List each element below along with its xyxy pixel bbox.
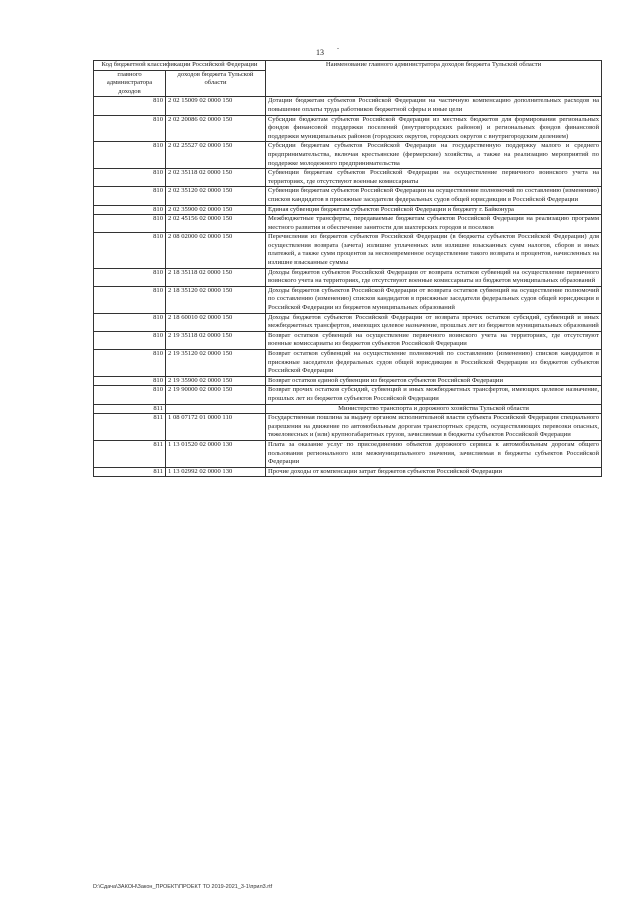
admin-code-cell: 811 (94, 467, 166, 477)
table-row (94, 205, 602, 215)
table-row (94, 350, 602, 377)
description-cell: Дотации бюджетам субъектов Российской Федерации на частичную компенсацию дополнительных расходов на повышение оплаты труда работников бюджетной сферы и иные цели (266, 97, 602, 115)
description-cell: Возврат остатков субвенций на осуществление первичного воинского учета на территориях, где отсутствуют военные комиссариаты из бюджетов субъектов Российской Федерации (266, 331, 602, 349)
ministry-name-cell: Министерство транспорта и дорожного хозяйства Тульской области (266, 404, 602, 414)
description-cell: Субсидии бюджетам субъектов Российской Федерации из местных бюджетов для формирования региональных фондов финансовой поддержки поселений (внутригородских районов) и региональных фондов финансовой поддержки муниципальных районов (городских округов, городских округов с внутригородским делением) (266, 115, 602, 142)
budget-classification-table (93, 60, 602, 477)
admin-code-cell: 810 (94, 376, 166, 386)
admin-code-cell: 810 (94, 169, 166, 187)
admin-code-cell: 810 (94, 286, 166, 313)
description-cell: Межбюджетные трансферты, передаваемые бюджетам субъектов Российской Федерации на реализацию программ местного развития и обеспечение занятости для шахтерских городов и поселков (266, 215, 602, 233)
revenue-code-cell: 2 18 60010 02 0000 150 (166, 313, 266, 331)
admin-code-cell: 811 (94, 414, 166, 441)
table-row (94, 313, 602, 331)
table-row (94, 97, 602, 115)
description-cell: Прочие доходы от компенсации затрат бюджетов субъектов Российской Федерации (266, 467, 602, 477)
description-cell: Доходы бюджетов субъектов Российской Федерации от возврата прочих остатков субсидий, субвенций и иных межбюджетных трансфертов, имеющих целевое назначение, прошлых лет из бюджетов муниципальных образований (266, 313, 602, 331)
description-cell: Субвенции бюджетам субъектов Российской Федерации на осуществление первичного воинского учета на территориях, где отсутствуют военные комиссариаты (266, 169, 602, 187)
table-row (94, 268, 602, 286)
table-row (94, 440, 602, 467)
revenue-code-cell: 2 02 35900 02 0000 150 (166, 205, 266, 215)
admin-code-cell: 810 (94, 97, 166, 115)
header-revenue-column: доходов бюджета Тульской области (166, 70, 266, 97)
revenue-code-cell: 2 19 35900 02 0000 150 (166, 376, 266, 386)
description-cell: Доходы бюджетов субъектов Российской Федерации от возврата остатков субвенций на осуществление полномочий по составлению (изменению) списков кандидатов в присяжные заседатели федеральных судов общей юрисдикции в Российской Федерации из бюджетов муниципальных образований (266, 286, 602, 313)
table-row (94, 467, 602, 477)
table-row (94, 142, 602, 169)
revenue-code-cell: 2 19 90000 02 0000 150 (166, 386, 266, 404)
admin-code-cell: 810 (94, 313, 166, 331)
revenue-code-cell: 2 02 15009 02 0000 150 (166, 97, 266, 115)
description-cell: Государственная пошлина за выдачу органом исполнительной власти субъекта Российской Федерации специального разрешения на движение по автомобильным дорогам транспортных средств, осуществляющих перевозки опасных, тяжеловесных и (или) крупногабаритных грузов, зачисляемая в бюджеты субъектов Российской Федерации (266, 414, 602, 441)
page-dot: . (337, 42, 339, 51)
revenue-code-cell: 2 19 35118 02 0000 150 (166, 331, 266, 349)
revenue-code-cell: 2 02 35118 02 0000 150 (166, 169, 266, 187)
description-cell: Возврат остатков субвенций на осуществление полномочий по составлению (изменению) списков кандидатов в присяжные заседатели федеральных судов общей юрисдикции в Российской Федерации из бюджетов субъектов Российской Федерации (266, 350, 602, 377)
revenue-code-cell: 2 08 02000 02 0000 150 (166, 233, 266, 268)
description-cell: Плата за оказание услуг по присоединению объектов дорожного сервиса к автомобильным дорогам общего пользования регионального или межмуниципального значения, зачисляемая в бюджеты субъектов Российской Федерации (266, 440, 602, 467)
revenue-code-cell: 2 18 35120 02 0000 150 (166, 286, 266, 313)
revenue-code-cell (166, 404, 266, 414)
table-row (94, 386, 602, 404)
description-cell: Доходы бюджетов субъектов Российской Федерации от возврата остатков субвенций на осуществление первичного воинского учета на территориях, где отсутствуют военные комиссариаты из бюджетов муниципальных образований (266, 268, 602, 286)
table-row (94, 376, 602, 386)
admin-code-cell: 810 (94, 233, 166, 268)
admin-code-cell: 810 (94, 115, 166, 142)
table-row (94, 215, 602, 233)
table-row (94, 286, 602, 313)
admin-code-cell: 810 (94, 215, 166, 233)
description-cell: Субсидии бюджетам субъектов Российской Федерации на государственную поддержку малого и среднего предпринимательства, включая крестьянские (фермерские) хозяйства, а также на реализацию мероприятий по поддержке молодежного предпринимательства (266, 142, 602, 169)
revenue-code-cell: 2 19 35120 02 0000 150 (166, 350, 266, 377)
description-cell: Субвенции бюджетам субъектов Российской Федерации на осуществление полномочий по составлению (изменению) списков кандидатов в присяжные заседатели федеральных судов общей юрисдикции в Российской Федерации (266, 187, 602, 205)
table-row (94, 233, 602, 268)
footer-file-path: D:\Сдача\ЗАКОН\Закон_ПРОЕКТ\ПРОЕКТ ТО 2019-2021_3-1\прил3.rtf (93, 884, 273, 890)
table-row (94, 187, 602, 205)
admin-code-cell: 810 (94, 187, 166, 205)
page-number: 13 (316, 48, 324, 57)
admin-code-cell: 811 (94, 404, 166, 414)
admin-code-cell: 810 (94, 331, 166, 349)
table-row (94, 404, 602, 414)
admin-code-cell: 810 (94, 268, 166, 286)
revenue-code-cell: 2 02 25527 02 0000 150 (166, 142, 266, 169)
admin-code-cell: 810 (94, 205, 166, 215)
admin-code-cell: 810 (94, 386, 166, 404)
table-row (94, 115, 602, 142)
description-cell: Единая субвенция бюджетам субъектов Российской Федерации и бюджету г. Байконура (266, 205, 602, 215)
admin-code-cell: 811 (94, 440, 166, 467)
header-name-column: Наименование главного администратора доходов бюджета Тульской области (266, 61, 602, 97)
description-cell: Возврат остатков единой субвенции из бюджетов субъектов Российской Федерации (266, 376, 602, 386)
table-row (94, 414, 602, 441)
header-code-group: Код бюджетной классификации Российской Федерации (94, 61, 266, 71)
revenue-code-cell: 1 08 07172 01 0000 110 (166, 414, 266, 441)
revenue-code-cell: 2 18 35118 02 0000 150 (166, 268, 266, 286)
revenue-code-cell: 2 02 35120 02 0000 150 (166, 187, 266, 205)
table-row (94, 331, 602, 349)
admin-code-cell: 810 (94, 142, 166, 169)
description-cell: Возврат прочих остатков субсидий, субвенций и иных межбюджетных трансфертов, имеющих целевое назначение, прошлых лет из бюджетов субъектов Российской Федерации (266, 386, 602, 404)
table-row (94, 169, 602, 187)
admin-code-cell: 810 (94, 350, 166, 377)
revenue-code-cell: 2 02 20086 02 0000 150 (166, 115, 266, 142)
description-cell: Перечисления из бюджетов субъектов Российской Федерации (в бюджеты субъектов Российской Федерации) для осуществления возврата (зачета) излишне уплаченных или излишне взысканных сумм налогов, сборов и иных платежей, а также сумм процентов за несвоевременное осуществление такого возврата и процентов, начисленных на излишне взысканные суммы (266, 233, 602, 268)
revenue-code-cell: 1 13 01520 02 0000 130 (166, 440, 266, 467)
revenue-code-cell: 1 13 02992 02 0000 130 (166, 467, 266, 477)
revenue-code-cell: 2 02 45156 02 0000 150 (166, 215, 266, 233)
header-admin-column: главного администратора доходов (94, 70, 166, 97)
